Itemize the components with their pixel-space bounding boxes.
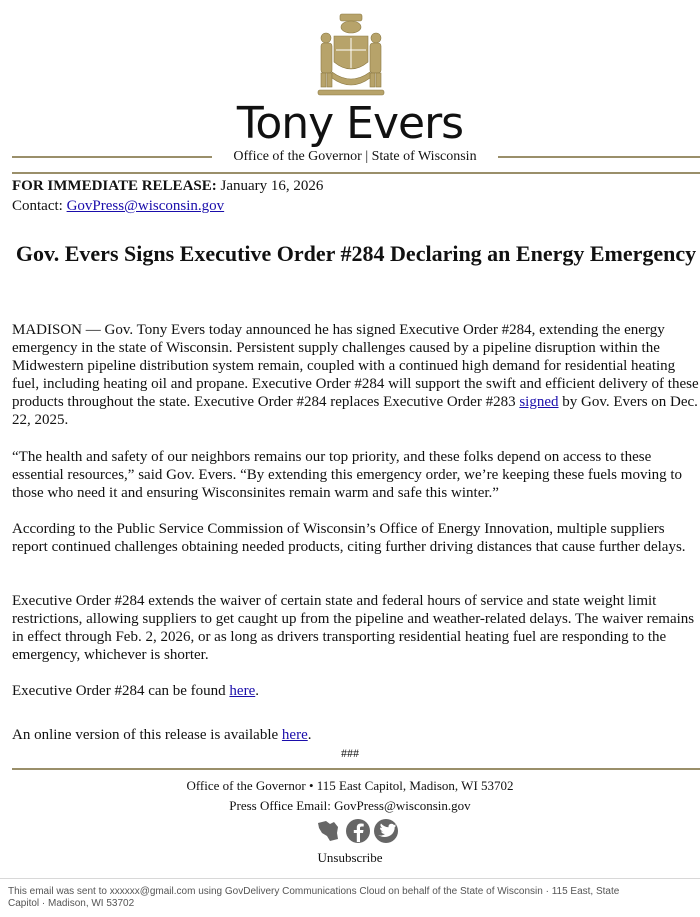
- order-found-text: Executive Order #284 can be found: [12, 683, 226, 699]
- paragraph-5: Executive Order #284 can be found here.: [12, 683, 259, 699]
- contact-label: Contact:: [12, 198, 63, 214]
- release-date-line: [12, 176, 323, 196]
- email-disclaimer: This email was sent to xxxxxx@gmail.com using GovDelivery Communications Cloud on behalf of the State of Wisconsin · 115 East, State Capitol · Madison, WI 53702: [8, 886, 620, 909]
- unsubscribe-link[interactable]: Unsubscribe: [317, 850, 383, 865]
- divider-line: [12, 172, 700, 174]
- paragraph-4: Executive Order #284 extends the waiver of certain state and federal hours of service and state weight limit restrictions, allowing suppliers to get caught up from the pipeline and weather-related delays. The waiver remains in effect through Feb. 2, 2026, or as long as drivers transporting residential heating fuel are responding to the emergency, whichever is shorter.: [12, 593, 695, 663]
- release-label: FOR IMMEDIATE RELEASE:: [12, 178, 217, 194]
- release-date: January 16, 2026: [220, 178, 324, 194]
- end-mark: ###: [341, 746, 359, 760]
- social-icons: [316, 818, 406, 844]
- state-seal-icon: [312, 10, 390, 100]
- online-version-text: An online version of this release is available: [12, 727, 279, 743]
- header-subtitle-row: [0, 147, 700, 167]
- contact-line: [12, 196, 323, 216]
- divider-line: [12, 156, 212, 158]
- twitter-icon[interactable]: [374, 819, 398, 843]
- contact-email-link[interactable]: GovPress@wisconsin.gov: [66, 198, 225, 214]
- paragraph-1-text: MADISON — Gov. Tony Evers today announced he has signed Executive Order #284, extending the energy emergency in the state of Wisconsin. Persistent supply challenges caused by a pipeline disruption within the Midwestern pipeline distribution system remain, coupled with a continued high demand for residential heating fuel, including heating oil and propane. Executive Order #284 will support the swift and efficient delivery of these products throughout the state. Executive Order #284 replaces Executive Order #283: [12, 322, 699, 410]
- paragraph-1-text-end: by Gov. Evers on Dec. 22, 2025.: [12, 394, 698, 428]
- paragraph-1: [12, 321, 700, 429]
- paragraph-2: “The health and safety of our neighbors remains our top priority, and these folks depend on access to these essential resources,” said Gov. Evers. “By extending this emergency order, we’re keeping these fuels moving to those who need it and ensuring Wisconsinites remain warm and safe this winter.”: [12, 449, 683, 501]
- wisconsin-map-icon[interactable]: [318, 821, 338, 841]
- footer-address: Office of the Governor • 115 East Capitol, Madison, WI 53702: [186, 778, 514, 793]
- header-subtitle: Office of the Governor | State of Wisconsin: [233, 149, 477, 164]
- release-meta: [12, 176, 323, 216]
- press-release-headline: Gov. Evers Signs Executive Order #284 Declaring an Energy Emergency: [15, 241, 697, 266]
- signed-link[interactable]: signed: [519, 394, 559, 410]
- unsubscribe-link-container: [0, 850, 700, 866]
- governor-name: Tony Evers: [236, 98, 464, 149]
- divider-line: [12, 768, 700, 770]
- facebook-icon[interactable]: [346, 819, 370, 843]
- email-header: [0, 0, 700, 168]
- divider-line: [0, 878, 700, 879]
- order-here-link[interactable]: here: [229, 683, 256, 699]
- divider-line: [498, 156, 700, 158]
- paragraph-6: An online version of this release is available here.: [12, 727, 312, 743]
- footer-press-email: Press Office Email: GovPress@wisconsin.gov: [229, 798, 471, 813]
- online-version-here-link[interactable]: here: [281, 727, 308, 743]
- paragraph-3: According to the Public Service Commission of Wisconsin’s Office of Energy Innovation, multiple suppliers report continued challenges obtaining needed products, citing further driving distances that cause further delays.: [12, 521, 686, 555]
